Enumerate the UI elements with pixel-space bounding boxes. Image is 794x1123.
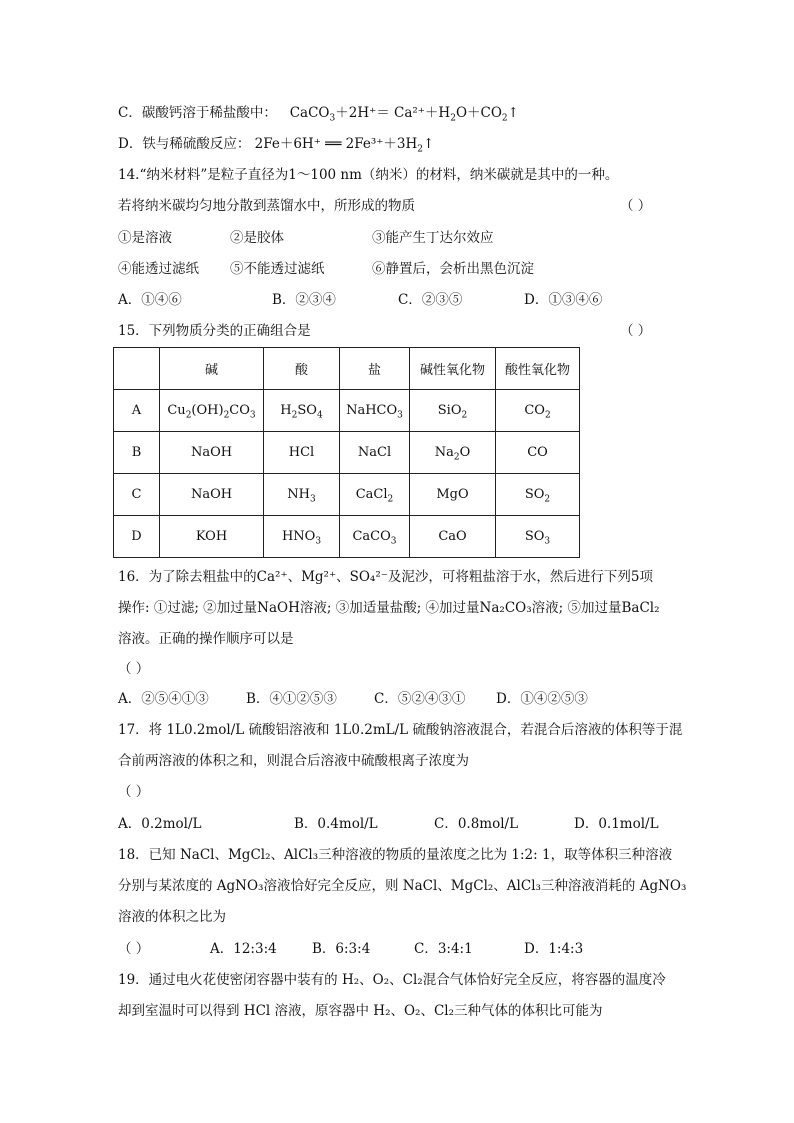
table-row bbox=[114, 432, 580, 474]
q18-answer-paren: （ ） bbox=[118, 941, 150, 957]
table-cell: CaO bbox=[410, 516, 496, 558]
table-cell: NaOH bbox=[160, 474, 264, 516]
q16-option-d: D．①④②⑤③ bbox=[496, 691, 588, 707]
table-row bbox=[114, 390, 580, 432]
q17-option-d: D．0.1mol/L bbox=[574, 816, 659, 832]
table-cell: $Na_2O$ bbox=[410, 432, 496, 474]
q18-line-1: 18．已知 NaCl、MgCl₂、AlCl₃三种溶液的物质的量浓度之比为 1:2: 1，取等体积三种溶液 bbox=[118, 847, 673, 863]
q14-line-2: 若将纳米碳均匀地分散到蒸馏水中，所形成的物质 bbox=[118, 198, 415, 214]
table-row bbox=[114, 516, 580, 558]
table-cell: NaHCO$_3$ bbox=[340, 390, 410, 432]
q14-item-1: ①是溶液 bbox=[118, 230, 172, 246]
table-cell: MgO bbox=[410, 474, 496, 516]
table-cell: NaCl bbox=[340, 432, 410, 474]
q17-line-2: 合前两溶液的体积之和，则混合后溶液中硫酸根离子浓度为 bbox=[118, 753, 469, 769]
q13-option-d-equation: 2Fe＋6H⁺ ══ $2Fe^{3+}+3H_2↑$ bbox=[254, 136, 435, 155]
q17-line-1: 17．将 1L0.2mol/L 硫酸铝溶液和 1L0.2mL/L 硫酸钠溶液混合，若混合后溶液的体积等于混 bbox=[118, 722, 683, 738]
table-cell: C bbox=[114, 474, 160, 516]
table-cell: KOH bbox=[160, 516, 264, 558]
q13-option-d bbox=[118, 135, 434, 153]
table-header-cell: 碱性氧化物 bbox=[410, 348, 496, 390]
q17-answer-paren: （ ） bbox=[118, 784, 150, 800]
q14-item-5: ⑤不能透过滤纸 bbox=[230, 261, 325, 277]
classification-table bbox=[113, 347, 580, 558]
q14-option-b: B．②③④ bbox=[272, 292, 336, 308]
q14-option-c: C．②③⑤ bbox=[398, 292, 463, 308]
q14-option-a: A．①④⑥ bbox=[118, 292, 182, 308]
q19-line-2: 却到室温时可以得到 HCl 溶液，原容器中 H₂、O₂、Cl₂三种气体的体积比可能为 bbox=[118, 1003, 603, 1019]
q16-line-1: 16．为了除去粗盐中的Ca²⁺、Mg²⁺、SO₄²⁻及泥沙，可将粗盐溶于水，然后进行下列5项 bbox=[118, 569, 653, 585]
q16-answer-paren: （ ） bbox=[118, 661, 150, 677]
q18-option-c: C．3:4:1 bbox=[414, 941, 473, 957]
table-header-cell: 酸性氧化物 bbox=[496, 348, 580, 390]
q13-option-c bbox=[118, 104, 519, 122]
q15-stem: 15．下列物质分类的正确组合是 bbox=[118, 323, 311, 339]
table-cell: SiO$_2$ bbox=[410, 390, 496, 432]
table-cell: $CO_2$ bbox=[496, 390, 580, 432]
table-header-cell bbox=[114, 348, 160, 390]
table-header-row bbox=[114, 348, 580, 390]
q16-option-c: C．⑤②④③① bbox=[374, 691, 466, 707]
table-cell: $SO_2$ bbox=[496, 474, 580, 516]
table-header-cell: 碱 bbox=[160, 348, 264, 390]
q14-line-1: 14.“纳米材料”是粒子直径为1～100 nm（纳米）的材料，纳米碳就是其中的一种。 bbox=[118, 167, 619, 183]
q14-answer-paren: （ ） bbox=[620, 198, 652, 214]
table-cell: CaCO$_3$ bbox=[340, 516, 410, 558]
q14-item-3: ③能产生丁达尔效应 bbox=[372, 230, 494, 246]
q18-line-3: 溶液的体积之比为 bbox=[118, 909, 226, 925]
table-cell: B bbox=[114, 432, 160, 474]
table-header-cell: 盐 bbox=[340, 348, 410, 390]
q15-answer-paren: （ ） bbox=[620, 323, 652, 339]
table-cell: CaCl$_2$ bbox=[340, 474, 410, 516]
table-cell: D bbox=[114, 516, 160, 558]
table-cell: HCl bbox=[264, 432, 340, 474]
table-header-cell: 酸 bbox=[264, 348, 340, 390]
q18-option-d: D．1:4:3 bbox=[524, 941, 584, 957]
table-cell: $H_2SO_4$ bbox=[264, 390, 340, 432]
q16-option-a: A．②⑤④①③ bbox=[118, 691, 209, 707]
q13-option-c-label: C．碳酸钙溶于稀盐酸中： bbox=[118, 105, 277, 121]
q16-option-b: B．④①②⑤③ bbox=[246, 691, 337, 707]
table-cell: $NH_3$ bbox=[264, 474, 340, 516]
q16-line-2: 操作: ①过滤; ②加过量NaOH溶液; ③加适量盐酸; ④加过量Na₂CO₃溶液; ⑤加过量BaCl₂ bbox=[118, 600, 660, 616]
q14-item-2: ②是胶体 bbox=[230, 230, 284, 246]
q13-option-c-equation: CaCO$_3$＋2H⁺＝ $Ca^{2+}+H_2O+CO_2↑$ bbox=[289, 105, 519, 124]
table-cell: $Cu_2(OH)_2CO_3$ bbox=[160, 390, 264, 432]
table-cell: A bbox=[114, 390, 160, 432]
table-cell: CO bbox=[496, 432, 580, 474]
q14-option-d: D．①③④⑥ bbox=[524, 292, 603, 308]
table-cell: $SO_3$ bbox=[496, 516, 580, 558]
q17-option-b: B．0.4mol/L bbox=[294, 816, 378, 832]
q14-item-4: ④能透过滤纸 bbox=[118, 261, 199, 277]
q19-line-1: 19．通过电火花使密闭容器中装有的 H₂、O₂、Cl₂混合气体恰好完全反应，将容器的温度冷 bbox=[118, 972, 666, 988]
q17-option-c: C．0.8mol/L bbox=[434, 816, 519, 832]
q13-option-d-label: D．铁与稀硫酸反应： bbox=[118, 136, 251, 152]
table-cell: NaOH bbox=[160, 432, 264, 474]
table-row bbox=[114, 474, 580, 516]
q18-option-a: A．12:3:4 bbox=[210, 941, 277, 957]
q17-option-a: A．0.2mol/L bbox=[118, 816, 202, 832]
q14-item-6: ⑥静置后，会析出黑色沉淀 bbox=[372, 261, 534, 277]
table-cell: $HNO_3$ bbox=[264, 516, 340, 558]
q16-line-3: 溶液。正确的操作顺序可以是 bbox=[118, 631, 294, 647]
q18-line-2: 分别与某浓度的 AgNO₃溶液恰好完全反应，则 NaCl、MgCl₂、AlCl₃三种溶液消耗的 AgNO₃ bbox=[118, 878, 687, 894]
q18-option-b: B．6:3:4 bbox=[312, 941, 371, 957]
